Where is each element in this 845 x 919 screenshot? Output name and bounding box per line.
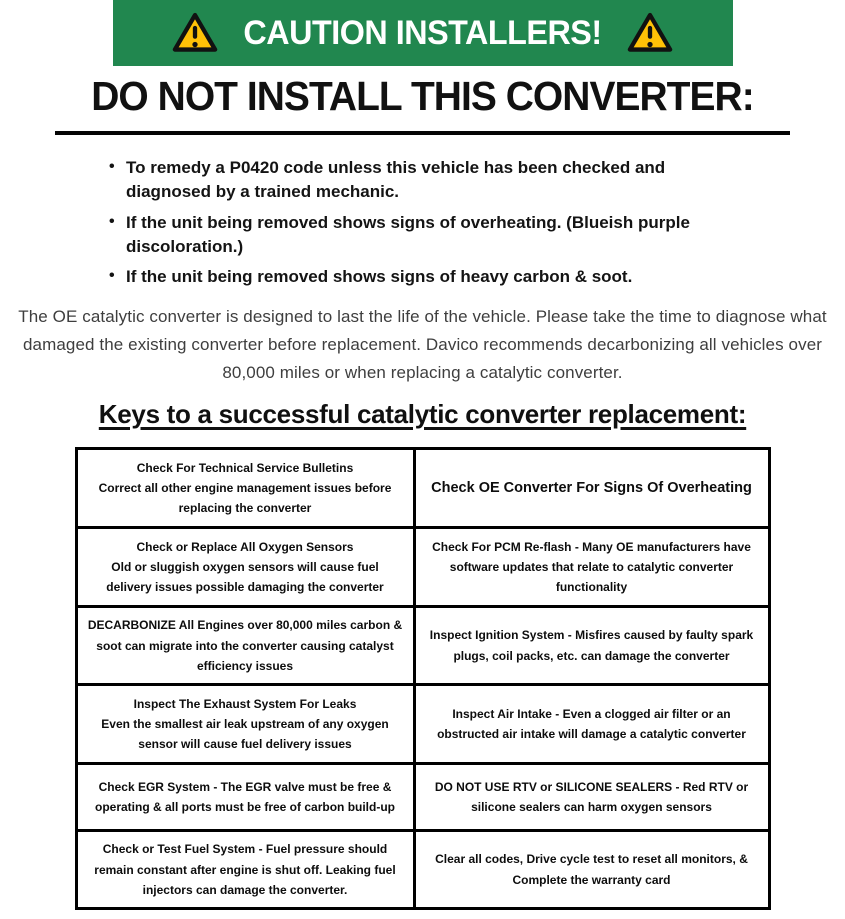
table-row bbox=[76, 449, 769, 528]
cell-title: Clear all codes, Drive cycle test to reset all monitors, & Complete the warranty card bbox=[435, 852, 748, 887]
table-cell bbox=[414, 831, 769, 909]
warning-triangle-icon bbox=[172, 12, 218, 54]
tips-table bbox=[75, 447, 771, 910]
page-title: DO NOT INSTALL THIS CONVERTER: bbox=[91, 73, 754, 119]
table-row bbox=[76, 764, 769, 831]
cell-title: DO NOT USE RTV or SILICONE SEALERS - Red RTV or silicone sealers can harm oxygen sensors bbox=[434, 779, 749, 815]
table-cell bbox=[414, 607, 769, 685]
table-cell bbox=[76, 685, 414, 764]
table-cell bbox=[76, 607, 414, 685]
cell-title: DECARBONIZE All Engines over 80,000 miles carbon & soot can migrate into the converter causing catalyst efficiency issues bbox=[87, 618, 403, 673]
table-cell bbox=[414, 764, 769, 831]
cell-title: Check For Technical Service Bulletins bbox=[136, 460, 354, 475]
table-cell bbox=[76, 449, 414, 528]
warning-bullet-list bbox=[107, 156, 752, 289]
cell-title: Check or Test Fuel System - Fuel pressure should remain constant after engine is shut off. Leaking fuel injectors can damage the converter. bbox=[94, 842, 396, 897]
cell-title: Check EGR System - The EGR valve must be free & operating & all ports must be free of carbon build-up bbox=[94, 779, 396, 815]
cell-title: Check OE Converter For Signs Of Overheating bbox=[431, 479, 752, 496]
table-cell bbox=[76, 764, 414, 831]
banner-title: CAUTION INSTALLERS! bbox=[243, 13, 602, 52]
table-cell bbox=[414, 528, 769, 607]
bullet-item: • If the unit being removed shows signs of overheating. (Blueish purple discoloration.) bbox=[107, 211, 752, 259]
cell-title: Check or Replace All Oxygen Sensors bbox=[136, 539, 354, 554]
warning-triangle-icon bbox=[627, 12, 673, 54]
cell-title: Inspect Ignition System - Misfires caused by faulty spark plugs, coil packs, etc. can damage the converter bbox=[429, 628, 754, 663]
table-row bbox=[76, 685, 769, 764]
table-row bbox=[76, 831, 769, 909]
caution-banner bbox=[113, 0, 733, 66]
table-cell bbox=[414, 685, 769, 764]
table-cell bbox=[76, 831, 414, 909]
intro-paragraph: The OE catalytic converter is designed to last the life of the vehicle. Please take the time to diagnose what damaged the existing converter before replacement. Davico recommends decarbonizing all vehicles over 80,000 miles or when replacing a catalytic converter. bbox=[18, 307, 827, 383]
cell-body: Correct all other engine management issues before replacing the converter bbox=[98, 481, 392, 516]
cell-title: Inspect The Exhaust System For Leaks bbox=[133, 696, 357, 711]
table-row bbox=[76, 528, 769, 607]
divider-line bbox=[55, 131, 790, 135]
table-cell bbox=[414, 449, 769, 528]
table-cell bbox=[76, 528, 414, 607]
bullet-item: • To remedy a P0420 code unless this vehicle has been checked and diagnosed by a trained mechanic. bbox=[107, 156, 752, 204]
section-heading: Keys to a successful catalytic converter replacement: bbox=[98, 399, 747, 430]
cell-body: Even the smallest air leak upstream of any oxygen sensor will cause fuel delivery issues bbox=[101, 717, 389, 752]
table-row bbox=[76, 607, 769, 685]
cell-body: Old or sluggish oxygen sensors will cause fuel delivery issues possible damaging the converter bbox=[106, 560, 384, 595]
cell-title: Inspect Air Intake - Even a clogged air filter or an obstructed air intake will damage a catalytic converter bbox=[437, 706, 746, 742]
cell-title: Check For PCM Re-flash - Many OE manufacturers have software updates that relate to catalytic converter functionality bbox=[432, 539, 751, 595]
bullet-item: • If the unit being removed shows signs of heavy carbon & soot. bbox=[107, 265, 752, 289]
